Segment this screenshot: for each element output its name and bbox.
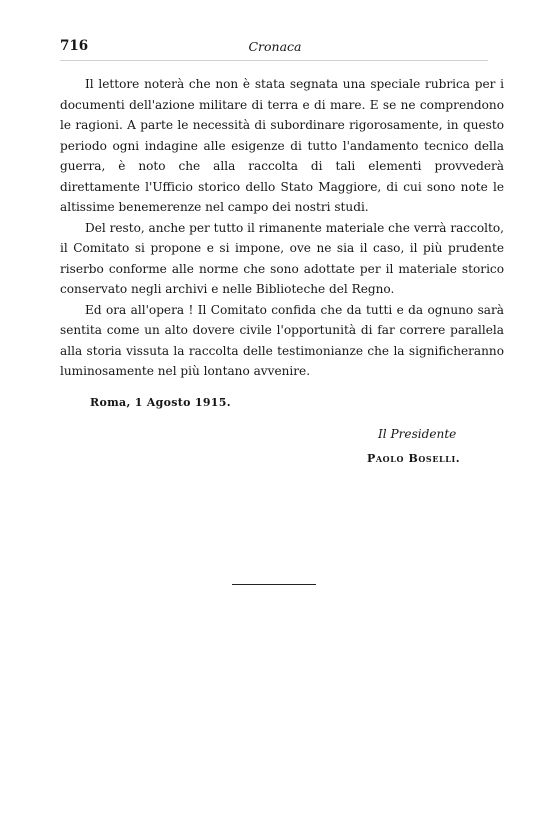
running-title: Cronaca [248,39,302,54]
header-rule [60,60,488,61]
date-line: Roma, 1 Agosto 1915. [90,395,231,409]
body-text [60,74,504,413]
signature-role: Il Presidente [378,427,457,441]
footer-rule [232,584,316,585]
paragraph-2: Del resto, anche per tutto il rimanente materiale che verrà raccolto, il Comitato si propone e si impone, ove ne sia il caso, il più prudente riserbo conforme alle norme che sono adottate per il materiale storico conservato negli archivi e nelle Biblioteche del Regno. [60,220,504,296]
paragraph-3: Ed ora all'opera ! Il Comitato confida che da tutti e da ognuno sarà sentita come un alto dovere civile l'opportunità di far correre parallela alla storia vissuta la raccolta delle testimonianze che la significheranno luminosamente nel più lontano avvenire. [60,302,504,378]
signature-name: Paolo Boselli. [367,452,461,465]
paragraph-1: Il lettore noterà che non è stata segnata una speciale rubrica per i documenti dell'azione militare di terra e di mare. E se ne comprendono le ragioni. A parte le necessità di subordinare rigorosamente, in questo periodo ogni indagine alle esigenze di tutto l'andamento tecnico della guerra, è noto che alla raccolta di tali elementi provvederà direttamente l'Ufficio storico dello Stato Maggiore, di cui sono note le altissime benemerenze nel campo dei nostri studi. [60,77,504,214]
page-number: 716 [60,38,89,54]
